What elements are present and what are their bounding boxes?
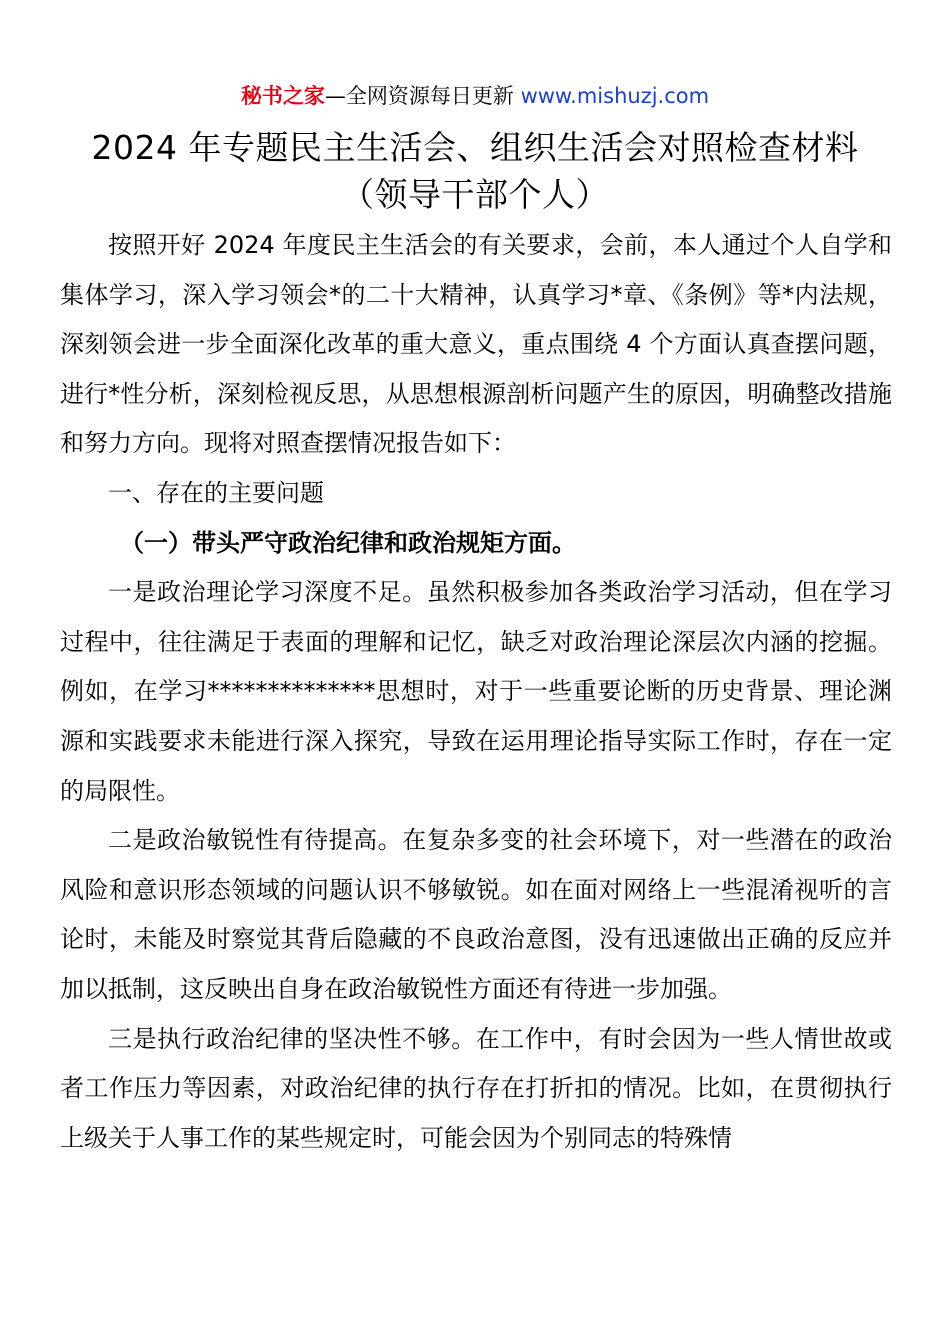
issue-paragraph-3: 三是执行政治纪律的坚决性不够。在工作中，有时会因为一些人情世故或者工作压力等因素，对政治纪律的执行存在打折扣的情况。比如，在贯彻执行上级关于人事工作的某些规定时，可能会因为个别同志的特殊情 <box>60 1024 892 1152</box>
intro-paragraph: 按照开好 2024 年度民主生活会的有关要求，会前，本人通过个人自学和集体学习，深入学习领会*的二十大精神，认真学习*章、《条例》等*内法规，深刻领会进一步全面深化改革的重大意义，重点围绕 4 个方面认真查摆问题，进行*性分析，深刻检视反思，从思想根源剖析问题产生的原因，明确整改措施和努力方向。现将对照查摆情况报告如下： <box>60 231 892 458</box>
subsection-heading: （一）带头严守政治纪律和政治规矩方面。 <box>120 528 576 557</box>
site-watermark <box>0 80 950 112</box>
watermark-brand: 秘书之家 <box>240 84 325 108</box>
issue-paragraph-2: 二是政治敏锐性有待提高。在复杂多变的社会环境下，对一些潜在的政治风险和意识形态领域的问题认识不够敏锐。如在面对网络上一些混淆视听的言论时，未能及时察觉其背后隐藏的不良政治意图，没有迅速做出正确的反应并加以抵制，这反映出自身在政治敏锐性方面还有待进一步加强。 <box>60 826 892 1003</box>
watermark-url[interactable]: www.mishuzj.com <box>520 84 710 108</box>
section-heading: 一、存在的主要问题 <box>108 478 324 507</box>
document-body <box>60 221 892 1163</box>
issue-paragraph-1: 一是政治理论学习深度不足。虽然积极参加各类政治学习活动，但在学习过程中，往往满足于表面的理解和记忆，缺乏对政治理论深层次内涵的挖掘。例如，在学习**************思想时，对于一些重要论断的历史背景、理论渊源和实践要求未能进行深入探究，导致在运用理论指导实际工作时，存在一定的局限性。 <box>60 578 892 805</box>
document-subtitle: （领导干部个人） <box>341 175 609 214</box>
watermark-description: —全网资源每日更新 <box>324 84 514 108</box>
document-title: 2024 年专题民主生活会、组织生活会对照检查材料 <box>91 128 859 167</box>
